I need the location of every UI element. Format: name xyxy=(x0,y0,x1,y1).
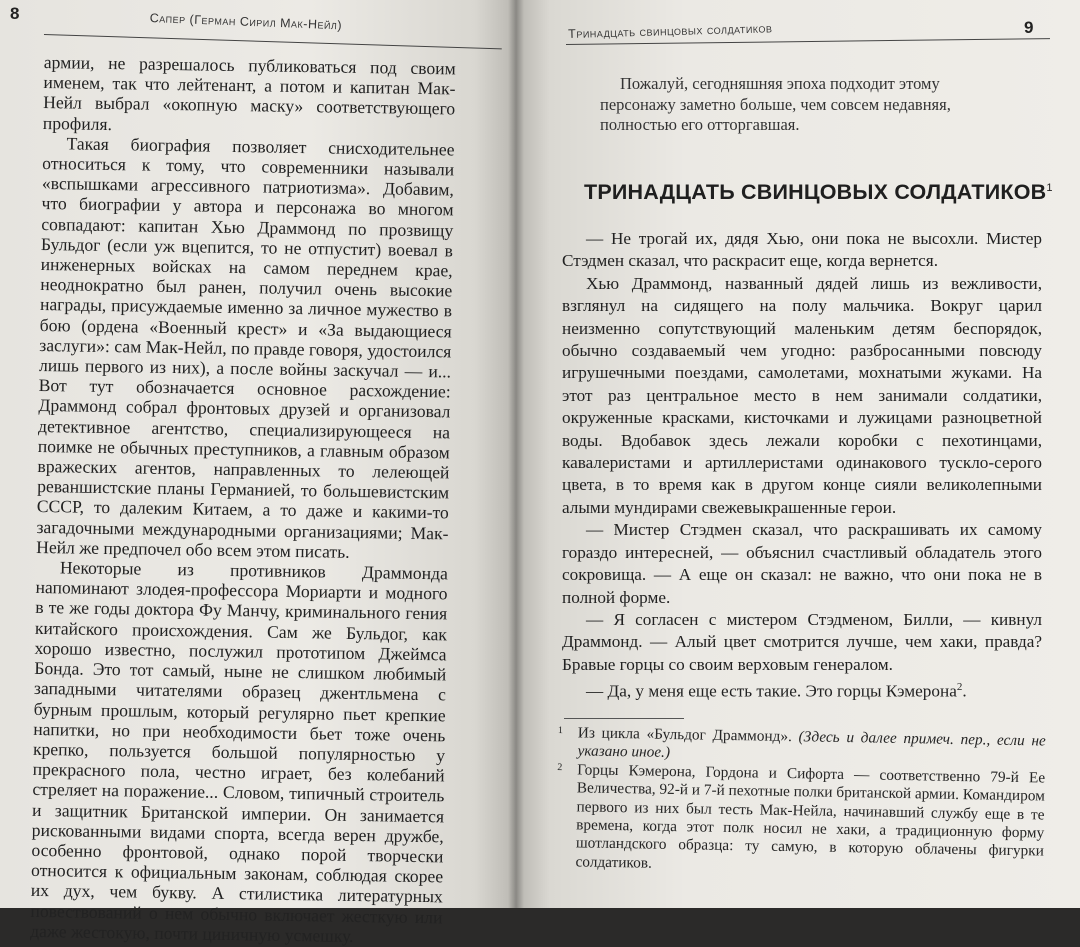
right-text-column xyxy=(562,228,1042,703)
footnote-separator xyxy=(564,718,684,719)
left-paragraph-2: Такая биография позволяет снисходительнее относиться к тому, что современники называли «вспышками агрессивного патриотизма». Добавим, что биографии у автора и персонажа во многом совпадают: капитан Хью Драммонд по прозвищу Бульдог (если уж вцепится, то не отпустит) воевал в инженерных войсках на самом переднем крае, неоднократно был ранен, получил очень высокие награды, присуждаемые именно за личное мужество в бою (ордена «Военный крест» и «За выдающиеся заслуги»: сам Мак-Нейл, по правде говоря, удостоился лишь первого из них), а после войны заскучал — и... Вот тут обозначается основное расхождение: Драммонд собрал фронтовых друзей и организовал детективное агентство, специализирующееся на поимке не обычных преступников, а главным образом вражеских агентов, направленных то лелеющей реваншистские планы Германией, то большевистским СССР, то далеким Китаем, а то даже и какими-то загадочными международными организациями; Мак-Нейл же предпочел обо всем этом писать. xyxy=(36,133,455,562)
footnotes xyxy=(555,724,1045,880)
left-page xyxy=(0,0,516,946)
right-paragraph-5-end: . xyxy=(962,681,967,701)
left-paragraph-3: Некоторые из противников Драммонда напоминают злодея-профессора Мориарти и модного в те же годы доктора Фу Манчу, криминального гения китайского происхождения. Сам же Бульдог, как хорошо известно, послужил прототипом Джеймса Бонда. Это тот самый, ныне не слишком любимый западными читателями образец джентльмена с бурным прошлым, который регулярно пьет крепкие напитки, но при необходимости бьет тоже очень крепко, пользуется большой популярностью у прекрасного пола, честно играет, без колебаний стреляет на поражение... Словом, типичный строитель и защитник Британской империи. Он занимается рискованными видами спорта, всегда верен дружбе, особенно фронтовой, однако порой творчески относится к официальным законам, соблюдая скорее их дух, чем букву. А стилистика литературных повествований о нем обычно включает жесткую или даже жестокую, почти циничную усмешку. xyxy=(30,557,449,946)
right-page-number: 9 xyxy=(1024,18,1034,37)
footnote-2-text: Горцы Кэмерона, Гордона и Сифорта — соответственно 79-й Ее Величества, 92-й и 7-й пехотные полки британской армии. Командиром первого из них был тесть Мак-Нейла, начинавший службу еще в те времена, когда этот полк носил не хаки, а традиционную форму шотландского образца: ту самую, в которую облачены фигурки солдатиков. xyxy=(575,761,1046,872)
left-paragraph-1: армии, не разрешалось публиковаться под своим именем, так что лейтенант, а потом и капитан Мак-Нейл выбрал «окопную маску» соответствующего профиля. xyxy=(42,52,456,134)
chapter-title xyxy=(584,180,1053,205)
footnote-1-mark: 1 xyxy=(557,724,563,737)
footnote-1-italic: (Здесь и далее примеч. пер., если не указано иное.) xyxy=(577,728,1046,762)
book-gutter xyxy=(508,0,524,908)
right-paragraph-5 xyxy=(562,676,1042,703)
epigraph: Пожалуй, сегодняшняя эпоха подходит этому персонажу заметно больше, чем совсем недавняя, полностью его отторгавшая. xyxy=(600,74,951,134)
right-paragraph-1: — Не трогай их, дядя Хью, они пока не высохли. Мистер Стэдмен сказал, что раскрасит еще, когда вернется. xyxy=(562,229,1042,271)
right-paragraph-5-text: — Да, у меня еще есть такие. Это горцы Кэмерона xyxy=(586,681,957,701)
right-page xyxy=(516,0,1080,908)
left-text-column xyxy=(30,52,456,947)
left-header-rule xyxy=(44,34,502,49)
right-running-head: Тринадцать свинцовых солдатиков xyxy=(568,21,773,41)
right-paragraph-2: Хью Драммонд, названный дядей лишь из вежливости, взглянул на сидящего на полу мальчика. Вокруг царил неизменно сопутствующий маленьким детям беспорядок, обычно создаваемый чем угодно: разбросанными повсюду игрушечными поездами, самолетами, мохнатыми жуками. На этот раз центральное место в нем занимали солдатики, окруженные красками, кисточками и лужицами разноцветной воды. Вдобавок здесь лежали коробки с пехотинцами, кавалеристами и артиллеристами одинакового тускло-серого цвета, в то время как в другом конце сияли великолепными алыми мундирами свежевыкрашенные герои. xyxy=(562,273,1042,517)
left-running-head: Сапер (Герман Сирил Мак-Нейл) xyxy=(149,11,343,33)
chapter-title-footnote-mark: 1 xyxy=(1046,181,1053,194)
footnote-1-text: Из цикла «Бульдог Драммонд». xyxy=(577,724,793,746)
footnote-2 xyxy=(555,761,1045,880)
chapter-title-text: ТРИНАДЦАТЬ СВИНЦОВЫХ СОЛДАТИКОВ xyxy=(584,180,1047,204)
right-paragraph-4: — Я согласен с мистером Стэдменом, Билли, — кивнул Драммонд. — Алый цвет смотрится лучше, чем хаки, правда? Бравые горцы со своим верховым генералом. xyxy=(562,609,1042,674)
right-paragraph-3: — Мистер Стэдмен сказал, что раскрашивать их самому гораздо интересней, — объяснил счастливый обладатель этого сокровища. — А еще он сказал: не важно, что они пока не в полной форме. xyxy=(562,520,1042,607)
footnote-ref-2: 2 xyxy=(956,681,963,694)
left-page-number: 8 xyxy=(10,4,20,23)
footnote-2-mark: 2 xyxy=(557,761,563,773)
right-header-rule xyxy=(566,38,1050,45)
